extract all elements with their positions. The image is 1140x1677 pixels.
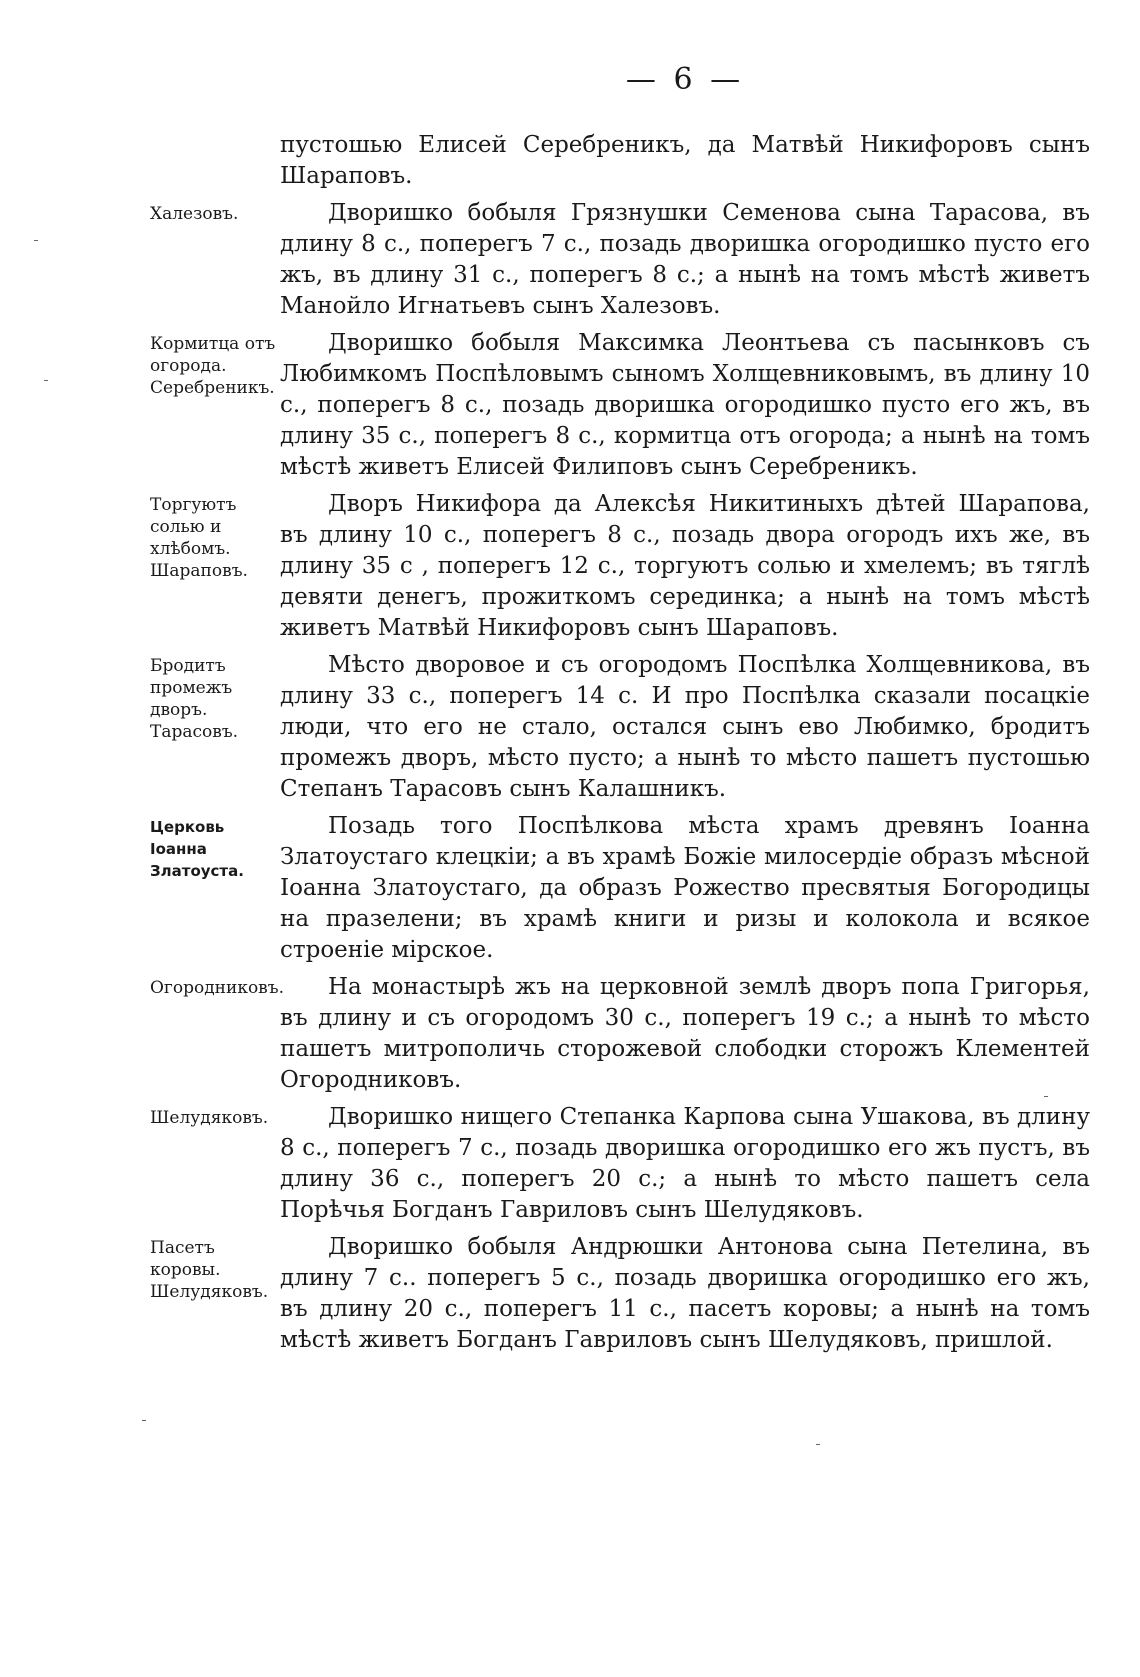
page-number: — 6 — [625,62,745,97]
entry-text: Мѣсто дворовое и съ огородомъ Поспѣлка Холщевникова, въ длину 33 с., поперегъ 14 с. И про Поспѣлка сказали посацкіе люди, что его не стало, остался сынъ ево Любимко, бродитъ промежъ дворъ, мѣсто пусто; а нынѣ то мѣсто пашетъ пустошью Степанъ Тарасовъ сынъ Калашникъ. [280,652,1090,802]
margin-note: Огородниковъ. [150,978,284,998]
entry-text: Дворишко бобыля Максимка Леонтьева съ пасынковъ съ Любимкомъ Поспѣловымъ сыномъ Холщевниковымъ, въ длину 10 с., поперегъ 8 с., позадь дворишка огородишко пусто его жъ, въ длину 35 с., поперегъ 8 с., кормитца отъ огорода; а нынѣ на томъ мѣстѣ живетъ Елисей Филиповъ сынъ Серебреникъ. [280,330,1090,480]
margin-note: Шелудяковъ. [150,1108,269,1128]
entry [150,198,1090,322]
entry [150,130,1090,192]
entry-text: На монастырѣ жъ на церковной землѣ дворъ попа Григорья, въ длину и съ огородомъ 30 с., поперегъ 19 с.; а нынѣ то мѣсто пашетъ митрополичь сторожевой слободки сторожъ Клементей Огородниковъ. [280,974,1090,1093]
entry-text: Позадь того Поспѣлкова мѣста храмъ древянъ Іоанна Златоустаго клецкіи; а въ храмѣ Божіе милосердіе образъ мѣсной Іоанна Златоустаго, да образъ Рожество пресвятыя Богородицы на празелени; въ храмѣ книги и ризы и колокола и всякое строеніе мірское. [280,813,1090,963]
margin-note: Торгуютъ солью и хлѣбомъ. Шараповъ. [150,495,248,581]
entry-text: Дворишко бобыля Грязнушки Семенова сына Тарасова, въ длину 8 с., поперегъ 7 с., позадь дворишка огородишко пусто его жъ, въ длину 31 с., поперегъ 8 с.; а нынѣ на томъ мѣстѣ живетъ Манойло Игнатьевъ сынъ Халезовъ. [280,200,1090,319]
entry [150,489,1090,644]
margin-note: Халезовъ. [150,204,239,224]
scan-speck [34,240,38,241]
entry-text: Дворъ Никифора да Алексѣя Никитиныхъ дѣтей Шарапова, въ длину 10 с., поперегъ 8 с., позадь двора огородъ ихъ же, въ длину 35 с , поперегъ 12 с., торгуютъ солью и хмелемъ; въ тяглѣ девяти денегъ, прожиткомъ серединка; а нынѣ на томъ мѣстѣ живетъ Матвѣй Никифоровъ сынъ Шараповъ. [280,491,1090,641]
entry [150,650,1090,805]
margin-note: Бродитъ промежъ дворъ. Тарасовъ. [150,656,239,742]
scan-speck [1044,1096,1048,1097]
entry [150,811,1090,966]
entry [150,972,1090,1096]
entry-text: Дворишко нищего Степанка Карпова сына Ушакова, въ длину 8 с., поперегъ 7 с., позадь дворишка огородишко его жъ пустъ, въ длину 36 с., поперегъ 20 с.; а нынѣ то мѣсто пашетъ села Порѣчья Богданъ Гавриловъ сынъ Шелудяковъ. [280,1104,1090,1223]
margin-note: Пасетъ коровы. Шелудяковъ. [150,1238,269,1302]
entry [150,1232,1090,1356]
margin-note: Кормитца отъ огорода. Серебреникъ. [150,334,276,398]
scan-speck [44,380,48,381]
scan-speck [816,1444,820,1445]
entry-text: Дворишко бобыля Андрюшки Антонова сына Петелина, въ длину 7 с.. поперегъ 5 с., позадь дворишка огородишко его жъ, въ длину 20 с., поперегъ 11 с., пасетъ коровы; а нынѣ на томъ мѣстѣ живетъ Богданъ Гавриловъ сынъ Шелудяковъ, пришлой. [280,1234,1090,1353]
entry [150,328,1090,483]
entry [150,1102,1090,1226]
margin-note: Церковь Іоанна Златоуста. [150,818,244,880]
scan-speck [142,1420,146,1421]
document-body [150,130,1090,1356]
entry-text: пустошью Елисей Серебреникъ, да Матвѣй Никифоровъ сынъ Шараповъ. [280,132,1090,189]
